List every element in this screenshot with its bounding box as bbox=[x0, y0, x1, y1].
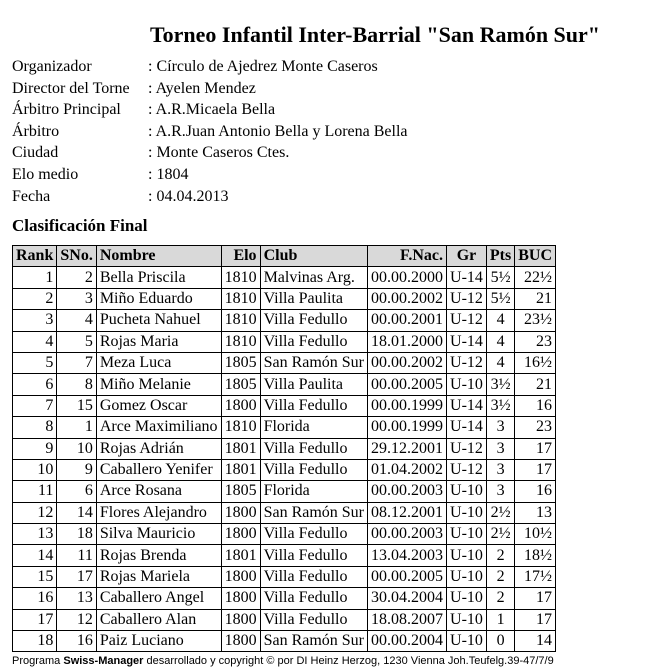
cell-rank: 11 bbox=[13, 481, 57, 502]
cell-name: Meza Luca bbox=[96, 352, 221, 373]
info-value: : A.R.Micaela Bella bbox=[148, 101, 276, 119]
tournament-info bbox=[12, 56, 408, 207]
cell-club: San Ramón Sur bbox=[260, 352, 367, 373]
cell-buc: 23 bbox=[515, 331, 556, 352]
info-row bbox=[12, 99, 408, 121]
cell-name: Bella Priscila bbox=[96, 267, 221, 288]
footer-prefix: Programa bbox=[12, 655, 64, 667]
header-name: Nombre bbox=[96, 246, 221, 267]
info-row bbox=[12, 78, 408, 100]
cell-buc: 10½ bbox=[515, 524, 556, 545]
cell-gr: U-10 bbox=[447, 481, 487, 502]
cell-elo: 1805 bbox=[221, 481, 260, 502]
cell-name: Rojas Maria bbox=[96, 331, 221, 352]
info-label: Árbitro bbox=[12, 122, 60, 140]
cell-sno: 4 bbox=[57, 310, 96, 331]
info-value: : Círculo de Ajedrez Monte Caseros bbox=[148, 58, 378, 75]
cell-fnac: 00.00.2005 bbox=[368, 374, 447, 395]
cell-club: Villa Fedullo bbox=[260, 459, 367, 480]
cell-club: Villa Fedullo bbox=[260, 331, 367, 352]
info-row bbox=[12, 121, 408, 143]
table-row bbox=[13, 310, 556, 331]
cell-elo: 1801 bbox=[221, 545, 260, 566]
cell-elo: 1800 bbox=[221, 609, 260, 630]
cell-sno: 16 bbox=[57, 631, 96, 652]
info-row bbox=[12, 164, 408, 186]
cell-rank: 6 bbox=[13, 374, 57, 395]
cell-buc: 13 bbox=[515, 502, 556, 523]
info-row bbox=[12, 56, 408, 78]
cell-pts: 4 bbox=[486, 352, 514, 373]
cell-sno: 13 bbox=[57, 588, 96, 609]
cell-pts: 2 bbox=[486, 588, 514, 609]
table-row bbox=[13, 288, 556, 309]
cell-buc: 21 bbox=[515, 374, 556, 395]
cell-elo: 1800 bbox=[221, 395, 260, 416]
cell-pts: 4 bbox=[486, 310, 514, 331]
footer-suffix: desarrollado y copyright © por DI Heinz Herzog, 1230 Vienna Joh.Teufelg.39-47/7/9 bbox=[143, 655, 554, 667]
cell-sno: 1 bbox=[57, 417, 96, 438]
cell-name: Rojas Brenda bbox=[96, 545, 221, 566]
cell-name: Caballero Alan bbox=[96, 609, 221, 630]
cell-name: Caballero Yenifer bbox=[96, 459, 221, 480]
section-title: Clasificación Final bbox=[12, 216, 148, 235]
cell-gr: U-12 bbox=[447, 288, 487, 309]
table-row bbox=[13, 267, 556, 288]
table-row bbox=[13, 524, 556, 545]
header-fnac: F.Nac. bbox=[368, 246, 447, 267]
header-rank: Rank bbox=[13, 246, 57, 267]
cell-pts: 3½ bbox=[486, 395, 514, 416]
cell-buc: 22½ bbox=[515, 267, 556, 288]
cell-pts: 2 bbox=[486, 545, 514, 566]
cell-sno: 12 bbox=[57, 609, 96, 630]
cell-rank: 14 bbox=[13, 545, 57, 566]
table-row bbox=[13, 395, 556, 416]
cell-fnac: 00.00.2002 bbox=[368, 288, 447, 309]
cell-buc: 14 bbox=[515, 631, 556, 652]
cell-elo: 1810 bbox=[221, 417, 260, 438]
cell-pts: 4 bbox=[486, 331, 514, 352]
cell-fnac: 00.00.2002 bbox=[368, 352, 447, 373]
cell-fnac: 18.01.2000 bbox=[368, 331, 447, 352]
header-elo: Elo bbox=[221, 246, 260, 267]
cell-elo: 1801 bbox=[221, 438, 260, 459]
cell-gr: U-14 bbox=[447, 417, 487, 438]
cell-club: Malvinas Arg. bbox=[260, 267, 367, 288]
cell-fnac: 13.04.2003 bbox=[368, 545, 447, 566]
cell-sno: 5 bbox=[57, 331, 96, 352]
cell-rank: 3 bbox=[13, 310, 57, 331]
cell-club: Villa Paulita bbox=[260, 374, 367, 395]
cell-pts: 2 bbox=[486, 566, 514, 587]
cell-club: Villa Fedullo bbox=[260, 566, 367, 587]
cell-pts: 3 bbox=[486, 417, 514, 438]
cell-sno: 10 bbox=[57, 438, 96, 459]
cell-elo: 1805 bbox=[221, 352, 260, 373]
cell-sno: 15 bbox=[57, 395, 96, 416]
table-row bbox=[13, 438, 556, 459]
cell-fnac: 00.00.2004 bbox=[368, 631, 447, 652]
cell-club: Florida bbox=[260, 417, 367, 438]
cell-gr: U-12 bbox=[447, 438, 487, 459]
cell-fnac: 01.04.2002 bbox=[368, 459, 447, 480]
cell-buc: 17 bbox=[515, 588, 556, 609]
cell-club: Villa Fedullo bbox=[260, 524, 367, 545]
cell-name: Pucheta Nahuel bbox=[96, 310, 221, 331]
cell-sno: 14 bbox=[57, 502, 96, 523]
info-label: Ciudad bbox=[12, 144, 59, 162]
cell-buc: 17½ bbox=[515, 566, 556, 587]
cell-elo: 1800 bbox=[221, 502, 260, 523]
cell-rank: 1 bbox=[13, 267, 57, 288]
info-value: : 1804 bbox=[148, 165, 189, 183]
cell-elo: 1810 bbox=[221, 267, 260, 288]
cell-club: San Ramón Sur bbox=[260, 502, 367, 523]
cell-sno: 9 bbox=[57, 459, 96, 480]
cell-elo: 1800 bbox=[221, 631, 260, 652]
cell-pts: 2½ bbox=[486, 502, 514, 523]
table-row bbox=[13, 352, 556, 373]
cell-gr: U-12 bbox=[447, 310, 487, 331]
cell-pts: 1 bbox=[486, 609, 514, 630]
cell-fnac: 00.00.1999 bbox=[368, 417, 447, 438]
table-row bbox=[13, 631, 556, 652]
cell-buc: 18½ bbox=[515, 545, 556, 566]
cell-rank: 16 bbox=[13, 588, 57, 609]
cell-name: Paiz Luciano bbox=[96, 631, 221, 652]
cell-rank: 18 bbox=[13, 631, 57, 652]
cell-buc: 21 bbox=[515, 288, 556, 309]
info-value: : A.R.Juan Antonio Bella y Lorena Bella bbox=[148, 122, 408, 140]
info-value: : Monte Caseros Ctes. bbox=[148, 144, 290, 162]
table-row bbox=[13, 566, 556, 587]
cell-fnac: 08.12.2001 bbox=[368, 502, 447, 523]
info-row bbox=[12, 142, 408, 164]
cell-pts: 5½ bbox=[486, 288, 514, 309]
cell-sno: 3 bbox=[57, 288, 96, 309]
cell-pts: 3 bbox=[486, 481, 514, 502]
cell-elo: 1800 bbox=[221, 588, 260, 609]
cell-fnac: 29.12.2001 bbox=[368, 438, 447, 459]
page-title: Torneo Infantil Inter-Barrial "San Ramón Sur" bbox=[150, 22, 601, 47]
cell-name: Flores Alejandro bbox=[96, 502, 221, 523]
cell-gr: U-10 bbox=[447, 566, 487, 587]
info-label: Director del Torne bbox=[12, 79, 130, 97]
cell-gr: U-10 bbox=[447, 609, 487, 630]
cell-gr: U-10 bbox=[447, 524, 487, 545]
cell-buc: 23½ bbox=[515, 310, 556, 331]
cell-gr: U-10 bbox=[447, 374, 487, 395]
header-club: Club bbox=[260, 246, 367, 267]
cell-gr: U-10 bbox=[447, 502, 487, 523]
cell-name: Silva Mauricio bbox=[96, 524, 221, 545]
footer-program: Swiss-Manager bbox=[63, 655, 144, 667]
cell-pts: 2½ bbox=[486, 524, 514, 545]
cell-name: Arce Maximiliano bbox=[96, 417, 221, 438]
header-pts: Pts bbox=[486, 246, 514, 267]
cell-sno: 6 bbox=[57, 481, 96, 502]
cell-buc: 17 bbox=[515, 438, 556, 459]
cell-gr: U-14 bbox=[447, 267, 487, 288]
cell-rank: 12 bbox=[13, 502, 57, 523]
cell-club: Florida bbox=[260, 481, 367, 502]
cell-fnac: 00.00.2005 bbox=[368, 566, 447, 587]
cell-elo: 1810 bbox=[221, 331, 260, 352]
cell-elo: 1801 bbox=[221, 459, 260, 480]
cell-club: Villa Fedullo bbox=[260, 438, 367, 459]
cell-buc: 23 bbox=[515, 417, 556, 438]
standings-table bbox=[12, 245, 556, 652]
cell-gr: U-10 bbox=[447, 631, 487, 652]
cell-name: Miño Eduardo bbox=[96, 288, 221, 309]
cell-fnac: 30.04.2004 bbox=[368, 588, 447, 609]
cell-name: Gomez Oscar bbox=[96, 395, 221, 416]
header-buc: BUC bbox=[515, 246, 556, 267]
cell-gr: U-10 bbox=[447, 545, 487, 566]
cell-elo: 1800 bbox=[221, 524, 260, 545]
table-row bbox=[13, 502, 556, 523]
table-row bbox=[13, 331, 556, 352]
cell-rank: 4 bbox=[13, 331, 57, 352]
table-row bbox=[13, 459, 556, 480]
cell-elo: 1810 bbox=[221, 288, 260, 309]
cell-fnac: 00.00.2003 bbox=[368, 524, 447, 545]
cell-rank: 15 bbox=[13, 566, 57, 587]
cell-sno: 8 bbox=[57, 374, 96, 395]
cell-elo: 1805 bbox=[221, 374, 260, 395]
info-label: Organizador bbox=[12, 58, 92, 75]
info-label: Elo medio bbox=[12, 165, 79, 183]
table-row bbox=[13, 481, 556, 502]
cell-club: Villa Fedullo bbox=[260, 395, 367, 416]
footer bbox=[12, 655, 554, 667]
header-sno: SNo. bbox=[57, 246, 96, 267]
cell-sno: 7 bbox=[57, 352, 96, 373]
cell-sno: 11 bbox=[57, 545, 96, 566]
cell-pts: 3½ bbox=[486, 374, 514, 395]
cell-club: San Ramón Sur bbox=[260, 631, 367, 652]
cell-fnac: 18.08.2007 bbox=[368, 609, 447, 630]
cell-buc: 17 bbox=[515, 609, 556, 630]
cell-pts: 3 bbox=[486, 459, 514, 480]
cell-gr: U-12 bbox=[447, 459, 487, 480]
info-label: Fecha bbox=[12, 187, 51, 205]
cell-club: Villa Fedullo bbox=[260, 545, 367, 566]
info-value: : Ayelen Mendez bbox=[148, 79, 256, 97]
table-row bbox=[13, 374, 556, 395]
cell-rank: 13 bbox=[13, 524, 57, 545]
cell-buc: 16 bbox=[515, 481, 556, 502]
cell-rank: 5 bbox=[13, 352, 57, 373]
cell-elo: 1810 bbox=[221, 310, 260, 331]
cell-name: Rojas Adrián bbox=[96, 438, 221, 459]
cell-pts: 3 bbox=[486, 438, 514, 459]
cell-fnac: 00.00.2001 bbox=[368, 310, 447, 331]
cell-fnac: 00.00.2003 bbox=[368, 481, 447, 502]
cell-club: Villa Paulita bbox=[260, 288, 367, 309]
cell-name: Rojas Mariela bbox=[96, 566, 221, 587]
table-row bbox=[13, 609, 556, 630]
cell-rank: 17 bbox=[13, 609, 57, 630]
cell-gr: U-14 bbox=[447, 331, 487, 352]
cell-club: Villa Fedullo bbox=[260, 609, 367, 630]
cell-gr: U-14 bbox=[447, 395, 487, 416]
table-row bbox=[13, 588, 556, 609]
table-header-row bbox=[13, 246, 556, 267]
cell-rank: 8 bbox=[13, 417, 57, 438]
cell-buc: 16 bbox=[515, 395, 556, 416]
cell-buc: 16½ bbox=[515, 352, 556, 373]
cell-sno: 2 bbox=[57, 267, 96, 288]
cell-rank: 10 bbox=[13, 459, 57, 480]
cell-sno: 18 bbox=[57, 524, 96, 545]
cell-name: Arce Rosana bbox=[96, 481, 221, 502]
cell-fnac: 00.00.2000 bbox=[368, 267, 447, 288]
cell-sno: 17 bbox=[57, 566, 96, 587]
cell-rank: 2 bbox=[13, 288, 57, 309]
header-gr: Gr bbox=[447, 246, 487, 267]
cell-rank: 9 bbox=[13, 438, 57, 459]
info-label: Árbitro Principal bbox=[12, 101, 121, 119]
table-row bbox=[13, 545, 556, 566]
info-value: : 04.04.2013 bbox=[148, 187, 229, 205]
cell-name: Caballero Angel bbox=[96, 588, 221, 609]
cell-name: Miño Melanie bbox=[96, 374, 221, 395]
info-row bbox=[12, 186, 408, 208]
cell-club: Villa Fedullo bbox=[260, 588, 367, 609]
cell-pts: 0 bbox=[486, 631, 514, 652]
cell-buc: 17 bbox=[515, 459, 556, 480]
cell-fnac: 00.00.1999 bbox=[368, 395, 447, 416]
cell-elo: 1800 bbox=[221, 566, 260, 587]
table-row bbox=[13, 417, 556, 438]
cell-rank: 7 bbox=[13, 395, 57, 416]
cell-gr: U-10 bbox=[447, 588, 487, 609]
cell-club: Villa Fedullo bbox=[260, 310, 367, 331]
cell-gr: U-12 bbox=[447, 352, 487, 373]
cell-pts: 5½ bbox=[486, 267, 514, 288]
